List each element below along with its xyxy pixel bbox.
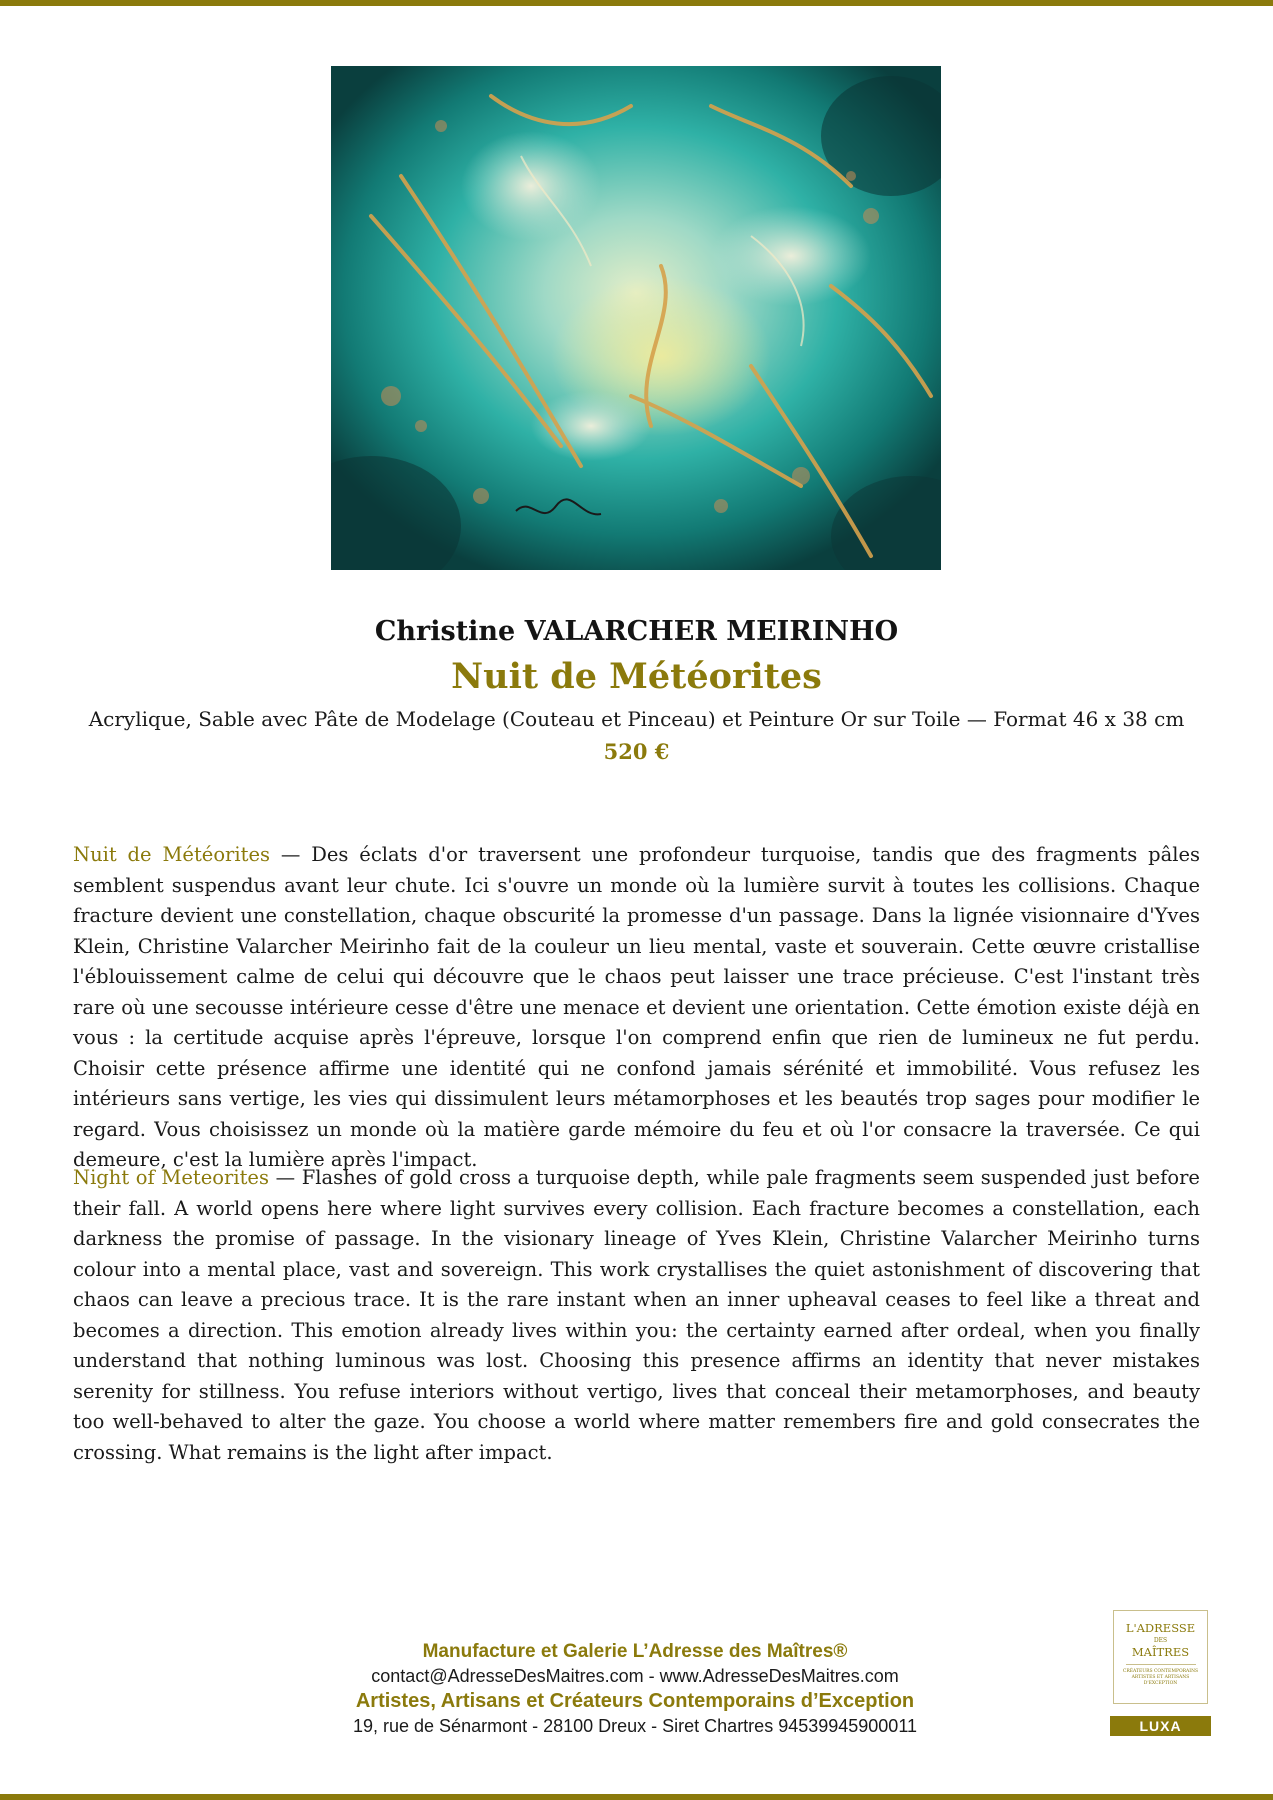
description-french xyxy=(73,840,1200,1176)
artwork-price: 520 € xyxy=(603,739,670,764)
abstract-painting-image xyxy=(331,66,941,570)
gallery-logo xyxy=(1113,1610,1208,1704)
artwork-title: Nuit de Météorites xyxy=(451,656,822,697)
footer xyxy=(230,1640,1040,1738)
description-english xyxy=(73,1163,1200,1468)
logo-line-2: DES xyxy=(1153,1637,1168,1644)
description-english-lead: Night of Meteorites xyxy=(73,1166,269,1189)
description-english-body: — Flashes of gold cross a turquoise depth, while pale fragments seem suspended just before their fall. A world opens here where light survives every collision. Each fracture becomes a constellation, each darkness the promise of passage. In the visionary lineage of Yves Klein, Christine Valarcher Meirinho turns colour into a mental place, vast and sovereign. This work crystallises the quiet astonishment of discovering that chaos can leave a precious trace. It is the rare instant when an inner upheaval ceases to feel like a threat and becomes a direction. This emotion already lives within you: the certainty earned after ordeal, when you finally understand that nothing luminous was lost. Choosing this presence affirms an identity that never mistakes serenity for stillness. You refuse interiors without vertigo, lives that conceal their metamorphoses, and beauty too well-behaved to alter the gaze. You choose a world where matter remembers fire and gold consecrates the crossing. What remains is the light after impact. xyxy=(73,1166,1200,1464)
description-french-body: — Des éclats d'or traversent une profondeur turquoise, tandis que des fragments pâles semblent suspendus avant leur chute. Ici s'ouvre un monde où la lumière survit à toutes les collisions. Chaque fracture devient une constellation, chaque obscurité la promesse d'un passage. Dans la lignée visionnaire d'Yves Klein, Christine Valarcher Meirinho fait de la couleur un lieu mental, vaste et souverain. Cette œuvre cristallise l'éblouissement calme de celui qui découvre que le chaos peut laisser une trace précieuse. C'est l'instant très rare où une secousse intérieure cesse d'être une menace et devient une orientation. Cette émotion existe déjà en vous : la certitude acquise après l'épreuve, lorsque l'on comprend enfin que rien de lumineux ne fut perdu. Choisir cette présence affirme une identité qui ne confond jamais sérénité et immobilité. Vous refusez les intérieurs sans vertige, les vies qui dissimulent leurs métamorphoses et les beautés trop sages pour modifier le regard. Vous choisissez un monde où la matière garde mémoire du feu et où l'or consacre la traversée. Ce qui demeure, c'est la lumière après l'impact. xyxy=(73,843,1200,1171)
footer-contact: contact@AdresseDesMaitres.com - www.AdresseDesMaitres.com xyxy=(371,1666,899,1686)
artwork-medium: Acrylique, Sable avec Pâte de Modelage (Couteau et Pinceau) et Peinture Or sur Toile — Format 46 x 38 cm xyxy=(88,707,1185,731)
logo-divider xyxy=(1126,1664,1196,1665)
description-french-lead: Nuit de Météorites xyxy=(73,843,271,866)
logo-line-4: CRÉATEURS CONTEMPORAINS ARTISTES ET ARTISANS D'EXCEPTION xyxy=(1122,1669,1199,1686)
description-english-paragraph xyxy=(73,1163,1200,1468)
footer-address: 19, rue de Sénarmont - 28100 Dreux - Siret Chartres 94539945900011 xyxy=(352,1716,918,1736)
footer-tagline: Artistes, Artisans et Créateurs Contemporains d’Exception xyxy=(355,1690,915,1712)
artist-name: Christine VALARCHER MEIRINHO xyxy=(374,616,899,647)
bottom-border xyxy=(0,1794,1273,1800)
logo-line-1: L'ADRESSE xyxy=(1125,1621,1196,1635)
logo-line-3: MAÎTRES xyxy=(1131,1645,1190,1659)
description-french-paragraph xyxy=(73,840,1200,1176)
painting-svg xyxy=(331,66,941,570)
artwork-header xyxy=(0,612,1273,768)
top-border xyxy=(0,0,1273,6)
footer-gallery-name: Manufacture et Galerie L’Adresse des Maîtres® xyxy=(422,1641,848,1662)
luxa-badge: LUXA xyxy=(1110,1716,1211,1736)
